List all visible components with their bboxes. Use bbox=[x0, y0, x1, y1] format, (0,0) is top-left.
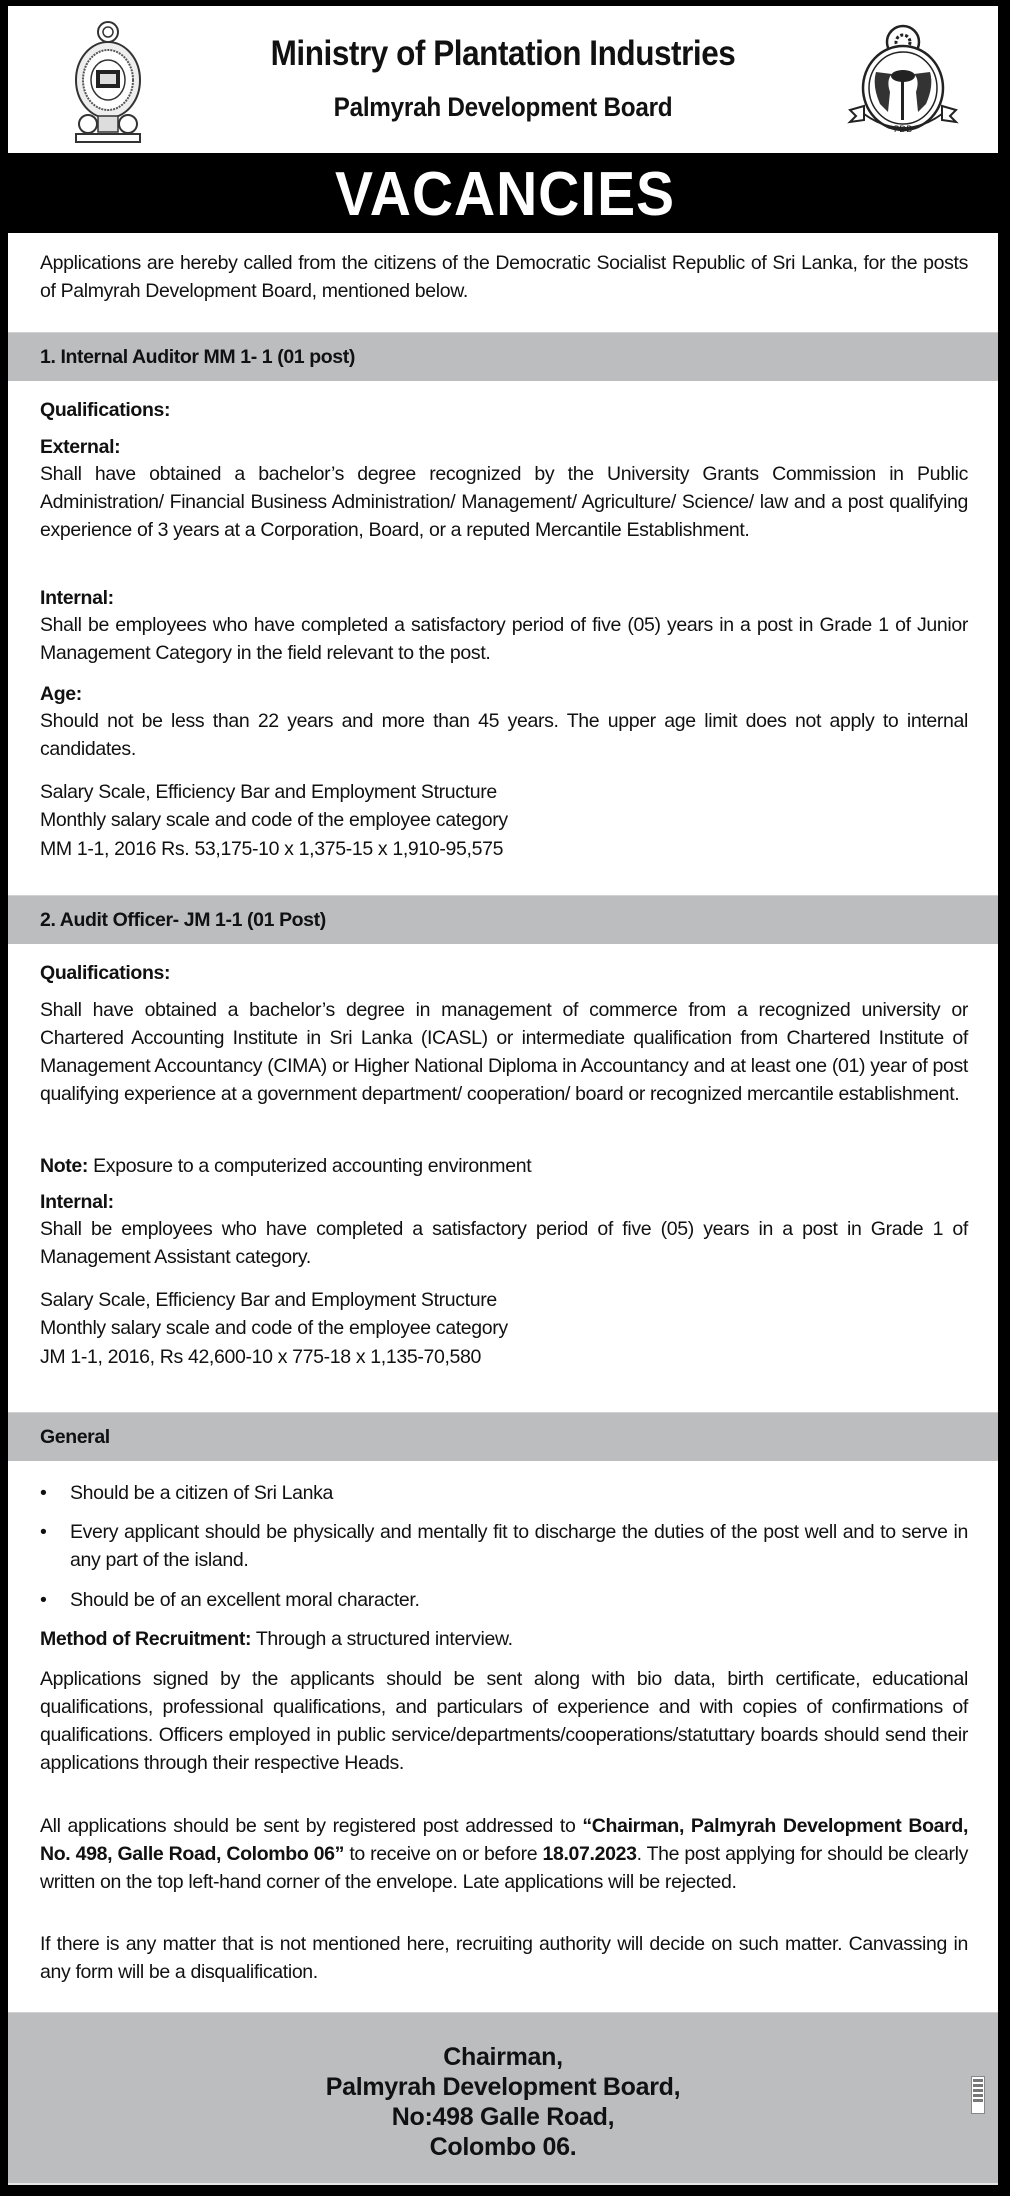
section-bar-post-2 bbox=[8, 895, 998, 944]
post-2-salary-scale: JM 1-1, 2016, Rs 42,600-10 x 775-18 x 1,135-70,580 bbox=[40, 1346, 482, 1368]
footer-line-1: Chairman, bbox=[443, 2043, 563, 2071]
post-1-internal-text: Shall be employees who have completed a satisfactory period of five (05) years in a post in Grade 1 of Junior Management Category in the field relevant to the post. bbox=[40, 614, 968, 664]
post-1-salary-heading: Salary Scale, Efficiency Bar and Employment Structure bbox=[40, 781, 497, 803]
general-bullet-item bbox=[40, 1586, 968, 1614]
post-2-salary-subheading: Monthly salary scale and code of the employee category bbox=[40, 1317, 508, 1339]
header bbox=[8, 6, 998, 153]
method-text: Through a structured interview. bbox=[251, 1628, 513, 1650]
footer-address-block bbox=[8, 2012, 998, 2185]
general-bullet-text: Should be of an excellent moral character. bbox=[70, 1589, 420, 1611]
submission-paragraph bbox=[40, 1812, 968, 1896]
post-1-internal-label: Internal: bbox=[40, 587, 114, 609]
closing-date: 18.07.2023 bbox=[542, 1843, 637, 1865]
post-1-salary-subheading: Monthly salary scale and code of the employee category bbox=[40, 809, 508, 831]
post-2-salary-heading: Salary Scale, Efficiency Bar and Employment Structure bbox=[40, 1289, 497, 1311]
ministry-name: Ministry of Plantation Industries bbox=[270, 34, 736, 73]
post-1-salary-scale: MM 1-1, 2016 Rs. 53,175-10 x 1,375-15 x 1,910-95,575 bbox=[40, 838, 504, 860]
bullet-icon: • bbox=[40, 1482, 47, 1504]
vacancies-banner bbox=[0, 153, 1010, 233]
vacancy-advertisement bbox=[8, 6, 998, 2182]
banner-title: VACANCIES bbox=[335, 160, 675, 229]
post-1-external-label: External: bbox=[40, 436, 121, 458]
post-2-note bbox=[40, 1152, 968, 1180]
post-2-title: 2. Audit Officer- JM 1-1 (01 Post) bbox=[40, 909, 326, 931]
intro-paragraph: Applications are hereby called from the citizens of the Democratic Socialist Republic of Sri Lanka, for the posts of Palmyrah Development Board, mentioned below. bbox=[40, 252, 968, 302]
post-1-age-text: Should not be less than 22 years and more than 45 years. The upper age limit does not apply to internal candidates. bbox=[40, 710, 968, 760]
post-1-title: 1. Internal Auditor MM 1- 1 (01 post) bbox=[40, 346, 355, 368]
post-1-external-text: Shall have obtained a bachelor’s degree recognized by the University Grants Commission in Public Administration/ Financial Business Administration/ Management/ Agriculture/ Science/ law and a post qualifying experience of 3 years at a Corporation, Board, or a reputed Mercantile Establishment. bbox=[40, 463, 968, 541]
post-2-note-label: Note: bbox=[40, 1155, 89, 1177]
post-2-qualifications-label: Qualifications: bbox=[40, 962, 171, 984]
general-title: General bbox=[40, 1426, 110, 1448]
bullet-icon: • bbox=[40, 1589, 47, 1611]
method-of-recruitment bbox=[40, 1625, 968, 1653]
submission-pre: All applications should be sent by registered post addressed to bbox=[40, 1815, 583, 1837]
post-2-note-text: Exposure to a computerized accounting environment bbox=[88, 1155, 532, 1177]
footer-line-2: Palmyrah Development Board, bbox=[325, 2073, 681, 2101]
closing-paragraph: If there is any matter that is not mentioned here, recruiting authority will decide on such matter. Canvassing in any form will be a disqualification. bbox=[40, 1933, 968, 1983]
bullet-icon: • bbox=[40, 1521, 47, 1543]
post-2-internal-text: Shall be employees who have completed a satisfactory period of five (05) years in a post in Grade 1 of Management Assistant category. bbox=[40, 1218, 968, 1268]
general-bullet-text: Every applicant should be physically and mentally fit to discharge the duties of the post well and to serve in any part of the island. bbox=[70, 1521, 968, 1571]
board-name: Palmyrah Development Board bbox=[333, 92, 673, 122]
section-bar-post-1 bbox=[8, 332, 998, 381]
post-2-internal-label: Internal: bbox=[40, 1191, 114, 1213]
general-bullet-item bbox=[40, 1518, 968, 1574]
submission-post: . The post applying for should be clearly written on the top left-hand corner of the envelope. Late applications will be rejected. bbox=[40, 1843, 969, 1893]
section-bar-general bbox=[8, 1412, 998, 1461]
post-1-age-label: Age: bbox=[40, 683, 82, 705]
general-bullet-text: Should be a citizen of Sri Lanka bbox=[70, 1482, 334, 1504]
submission-mid: to receive on or before bbox=[344, 1843, 543, 1865]
footer-line-4: Colombo 06. bbox=[429, 2133, 577, 2161]
post-1-qualifications-label: Qualifications: bbox=[40, 399, 171, 421]
footer-line-3: No:498 Galle Road, bbox=[391, 2103, 615, 2131]
method-label: Method of Recruitment: bbox=[40, 1628, 252, 1650]
general-bullet-item bbox=[40, 1479, 968, 1507]
applications-paragraph: Applications signed by the applicants should be sent along with bio data, birth certificate, educational qualifications, professional qualifications, and particulars of experience and with copies of confirmations of qualifications. Officers employed in public service/departments/cooperations/statuttary boards should send their applications through their respective Heads. bbox=[40, 1668, 968, 1774]
submission-address: “Chairman, Palmyrah Development Board, No. 498, Galle Road, Colombo 06” bbox=[40, 1815, 969, 1865]
post-2-qualifications-text: Shall have obtained a bachelor’s degree in management of commerce from a recognized university or Chartered Accounting Institute in Sri Lanka (ICASL) or intermediate qualification from Chartered Institute of Management Accountancy (CIMA) or Higher National Diploma in Accountancy and at least one (01) year of post qualifying experience at a government department/ cooperation/ board or recognized mercantile establishment. bbox=[40, 999, 968, 1105]
svg-text:PDB: PDB bbox=[893, 125, 913, 135]
pdb-logo-icon bbox=[828, 16, 978, 146]
qr-code-icon bbox=[971, 2076, 985, 2114]
